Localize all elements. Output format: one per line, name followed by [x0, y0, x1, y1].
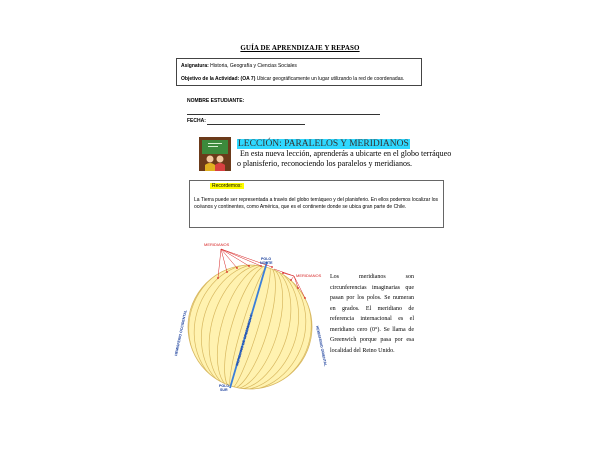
- label-greenwich: MERIDIANO DE GREENWICH 0°: [235, 312, 254, 367]
- lesson-icon: [199, 137, 231, 171]
- remember-box: [189, 180, 444, 228]
- label-meridians-2: MERIDIANOS: [296, 273, 322, 278]
- objective-row: [181, 76, 404, 82]
- student-label: NOMBRE ESTUDIANTE:: [187, 98, 245, 104]
- remember-tag: Recordemos:: [212, 183, 242, 189]
- label-south-pole-1: POLO: [219, 384, 230, 388]
- label-north-pole-2: NORTE: [260, 261, 273, 265]
- label-south-pole-2: SUR: [220, 388, 228, 392]
- remember-text: La Tierra puede ser representada a través del globo terráqueo y del planisferio. En ellos podemos localizar los océanos y continentes, como América, que es el continente donde se ubica gran parte de Chile.: [194, 197, 439, 210]
- objective-value: Ubicar geográficamente un lugar utilizando la red de coordenadas.: [256, 76, 405, 82]
- meridians-explanation: Los meridianos son circunferencias imaginarias que pasan por los polos. Se numeran en grados. El meridiano de referencia internacional es el meridiano cero (0°). Se llama de Greenwich porque pasa por esa localidad del Reino Unido.: [330, 274, 414, 354]
- label-west-hemisphere: HEMISFERIO OCCIDENTAL: [174, 309, 188, 357]
- label-north-pole-1: POLO: [261, 257, 272, 261]
- label-meridians-1: MERIDIANOS: [204, 242, 230, 247]
- subject-label: Asignatura:: [181, 63, 209, 69]
- subject-value: Historia, Geografía y Ciencias Sociales: [210, 63, 297, 69]
- lesson-title: LECCIÓN: PARALELOS Y MERIDIANOS: [238, 139, 409, 149]
- subject-row: [181, 63, 297, 69]
- student-name-line[interactable]: [187, 114, 380, 115]
- page-title: GUÍA DE APRENDIZAJE Y REPASO: [240, 44, 360, 52]
- globe-diagram: [170, 236, 330, 396]
- objective-label: Objetivo de la Actividad: (OA 7): [181, 76, 256, 82]
- label-east-hemisphere: HEMISFERIO ORIENTAL: [315, 325, 328, 367]
- date-line[interactable]: [207, 124, 305, 125]
- info-box: [176, 58, 422, 86]
- lesson-text: En esta nueva lección, aprenderás a ubicarte en el globo terráqueo o planisferio, reconociendo los paralelos y meridianos.: [237, 149, 452, 168]
- date-label: FECHA:: [187, 118, 206, 124]
